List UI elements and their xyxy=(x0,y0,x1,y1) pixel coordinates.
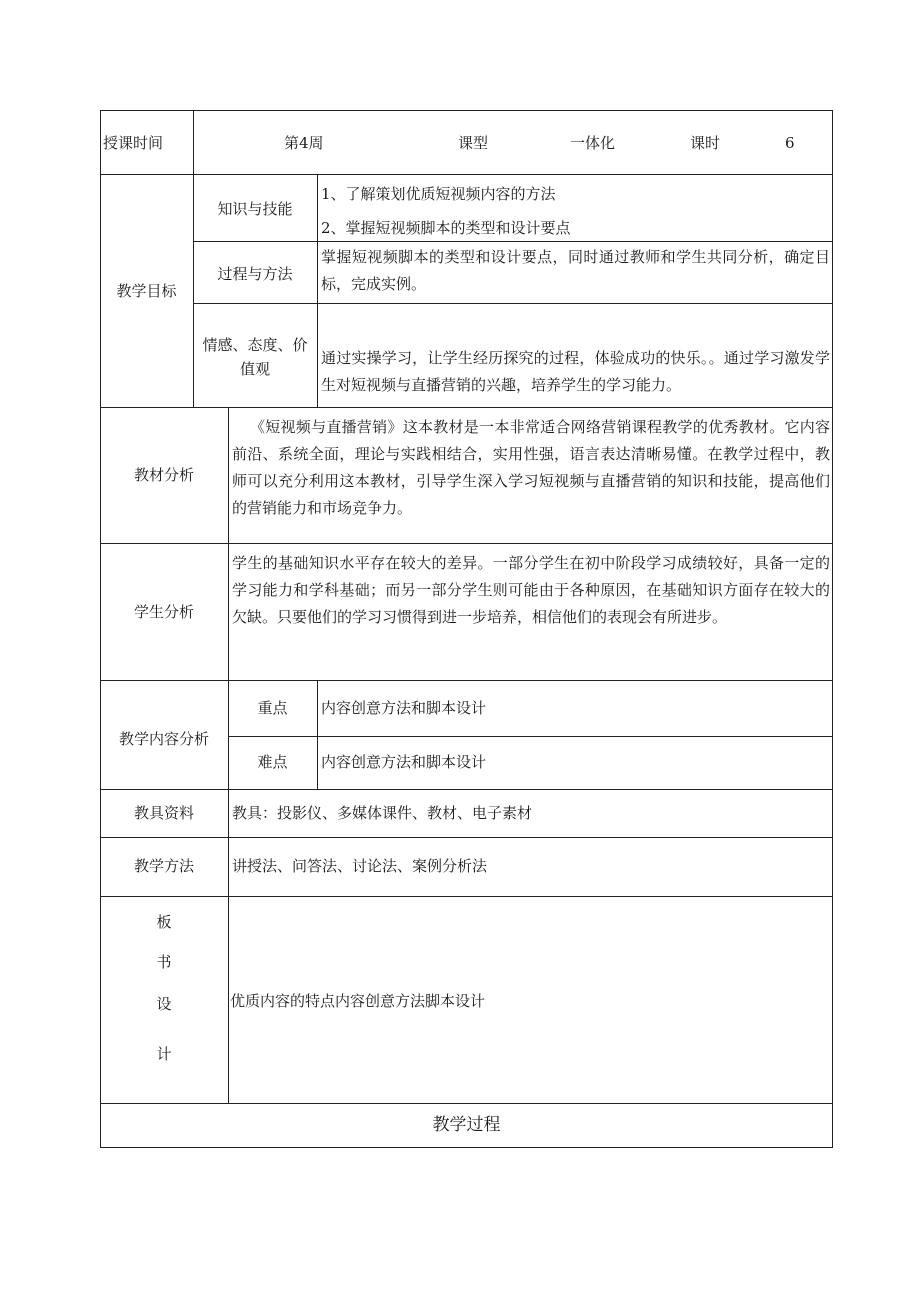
methods-label: 教学方法 xyxy=(133,857,194,875)
time-label: 授课时间 xyxy=(103,134,164,152)
resources-label: 教具资料 xyxy=(133,804,194,822)
hours-label: 课时 xyxy=(690,134,721,152)
week-value: 第4周 xyxy=(284,134,324,152)
knowledge-label: 知识与技能 xyxy=(217,200,293,218)
hours-value: 6 xyxy=(785,134,795,152)
content-label: 教学内容分析 xyxy=(118,730,209,748)
students-text: 学生的基础知识水平存在较大的差异。一部分学生在初中阶段学习成绩较好，具备一定的学习能力和学科基础；而另一部分学生则可能由于各种原因，在基础知识方面存在较大的欠缺。只要他们的学习习惯得到进一步培养，相信他们的表现会有所进步。 xyxy=(232,554,830,626)
process-label: 过程与方法 xyxy=(217,265,293,283)
methods-value: 讲授法、问答法、讨论法、案例分析法 xyxy=(232,857,488,875)
emotion-label-line1: 情感、态度、价 xyxy=(202,336,308,354)
key-point-value: 内容创意方法和脚本设计 xyxy=(321,699,487,717)
knowledge-item: 2、掌握短视频脚本的类型和设计要点 xyxy=(321,219,571,237)
objectives-label: 教学目标 xyxy=(116,282,177,300)
emotion-label-line2: 值观 xyxy=(239,360,270,378)
type-label: 课型 xyxy=(458,134,489,152)
resources-value: 教具：投影仪、多媒体课件、教材、电子素材 xyxy=(232,804,533,822)
board-label-char: 书 xyxy=(156,953,172,971)
type-value: 一体化 xyxy=(570,134,616,152)
difficult-point-value: 内容创意方法和脚本设计 xyxy=(321,753,487,771)
textbook-text: 《短视频与直播营销》这本教材是一本非常适合网络营销课程教学的优秀教材。它内容前沿、系统全面，理论与实践相结合，实用性强，语言表达清晰易懂。在教学过程中，教师可以充分利用这本教材，引导学生深入学习短视频与直播营销的知识和技能，提高他们的营销能力和市场竞争力。 xyxy=(232,418,830,517)
difficult-point-label: 难点 xyxy=(257,753,288,771)
key-point-label: 重点 xyxy=(257,699,288,717)
board-label-char: 板 xyxy=(156,913,172,931)
students-label: 学生分析 xyxy=(133,603,194,621)
textbook-label: 教材分析 xyxy=(133,466,194,484)
board-value: 优质内容的特点内容创意方法脚本设计 xyxy=(230,992,486,1010)
emotion-text: 通过实操学习，让学生经历探究的过程，体验成功的快乐。。通过学习激发学生对短视频与直播营销的兴趣，培养学生的学习能力。 xyxy=(321,349,830,394)
board-label-char: 设 xyxy=(156,995,172,1013)
process-title: 教学过程 xyxy=(432,1115,501,1135)
process-text: 掌握短视频脚本的类型和设计要点，同时通过教师和学生共同分析，确定目标，完成实例。 xyxy=(321,248,830,293)
knowledge-item: 1、了解策划优质短视频内容的方法 xyxy=(321,185,556,203)
board-label-char: 计 xyxy=(156,1045,172,1063)
